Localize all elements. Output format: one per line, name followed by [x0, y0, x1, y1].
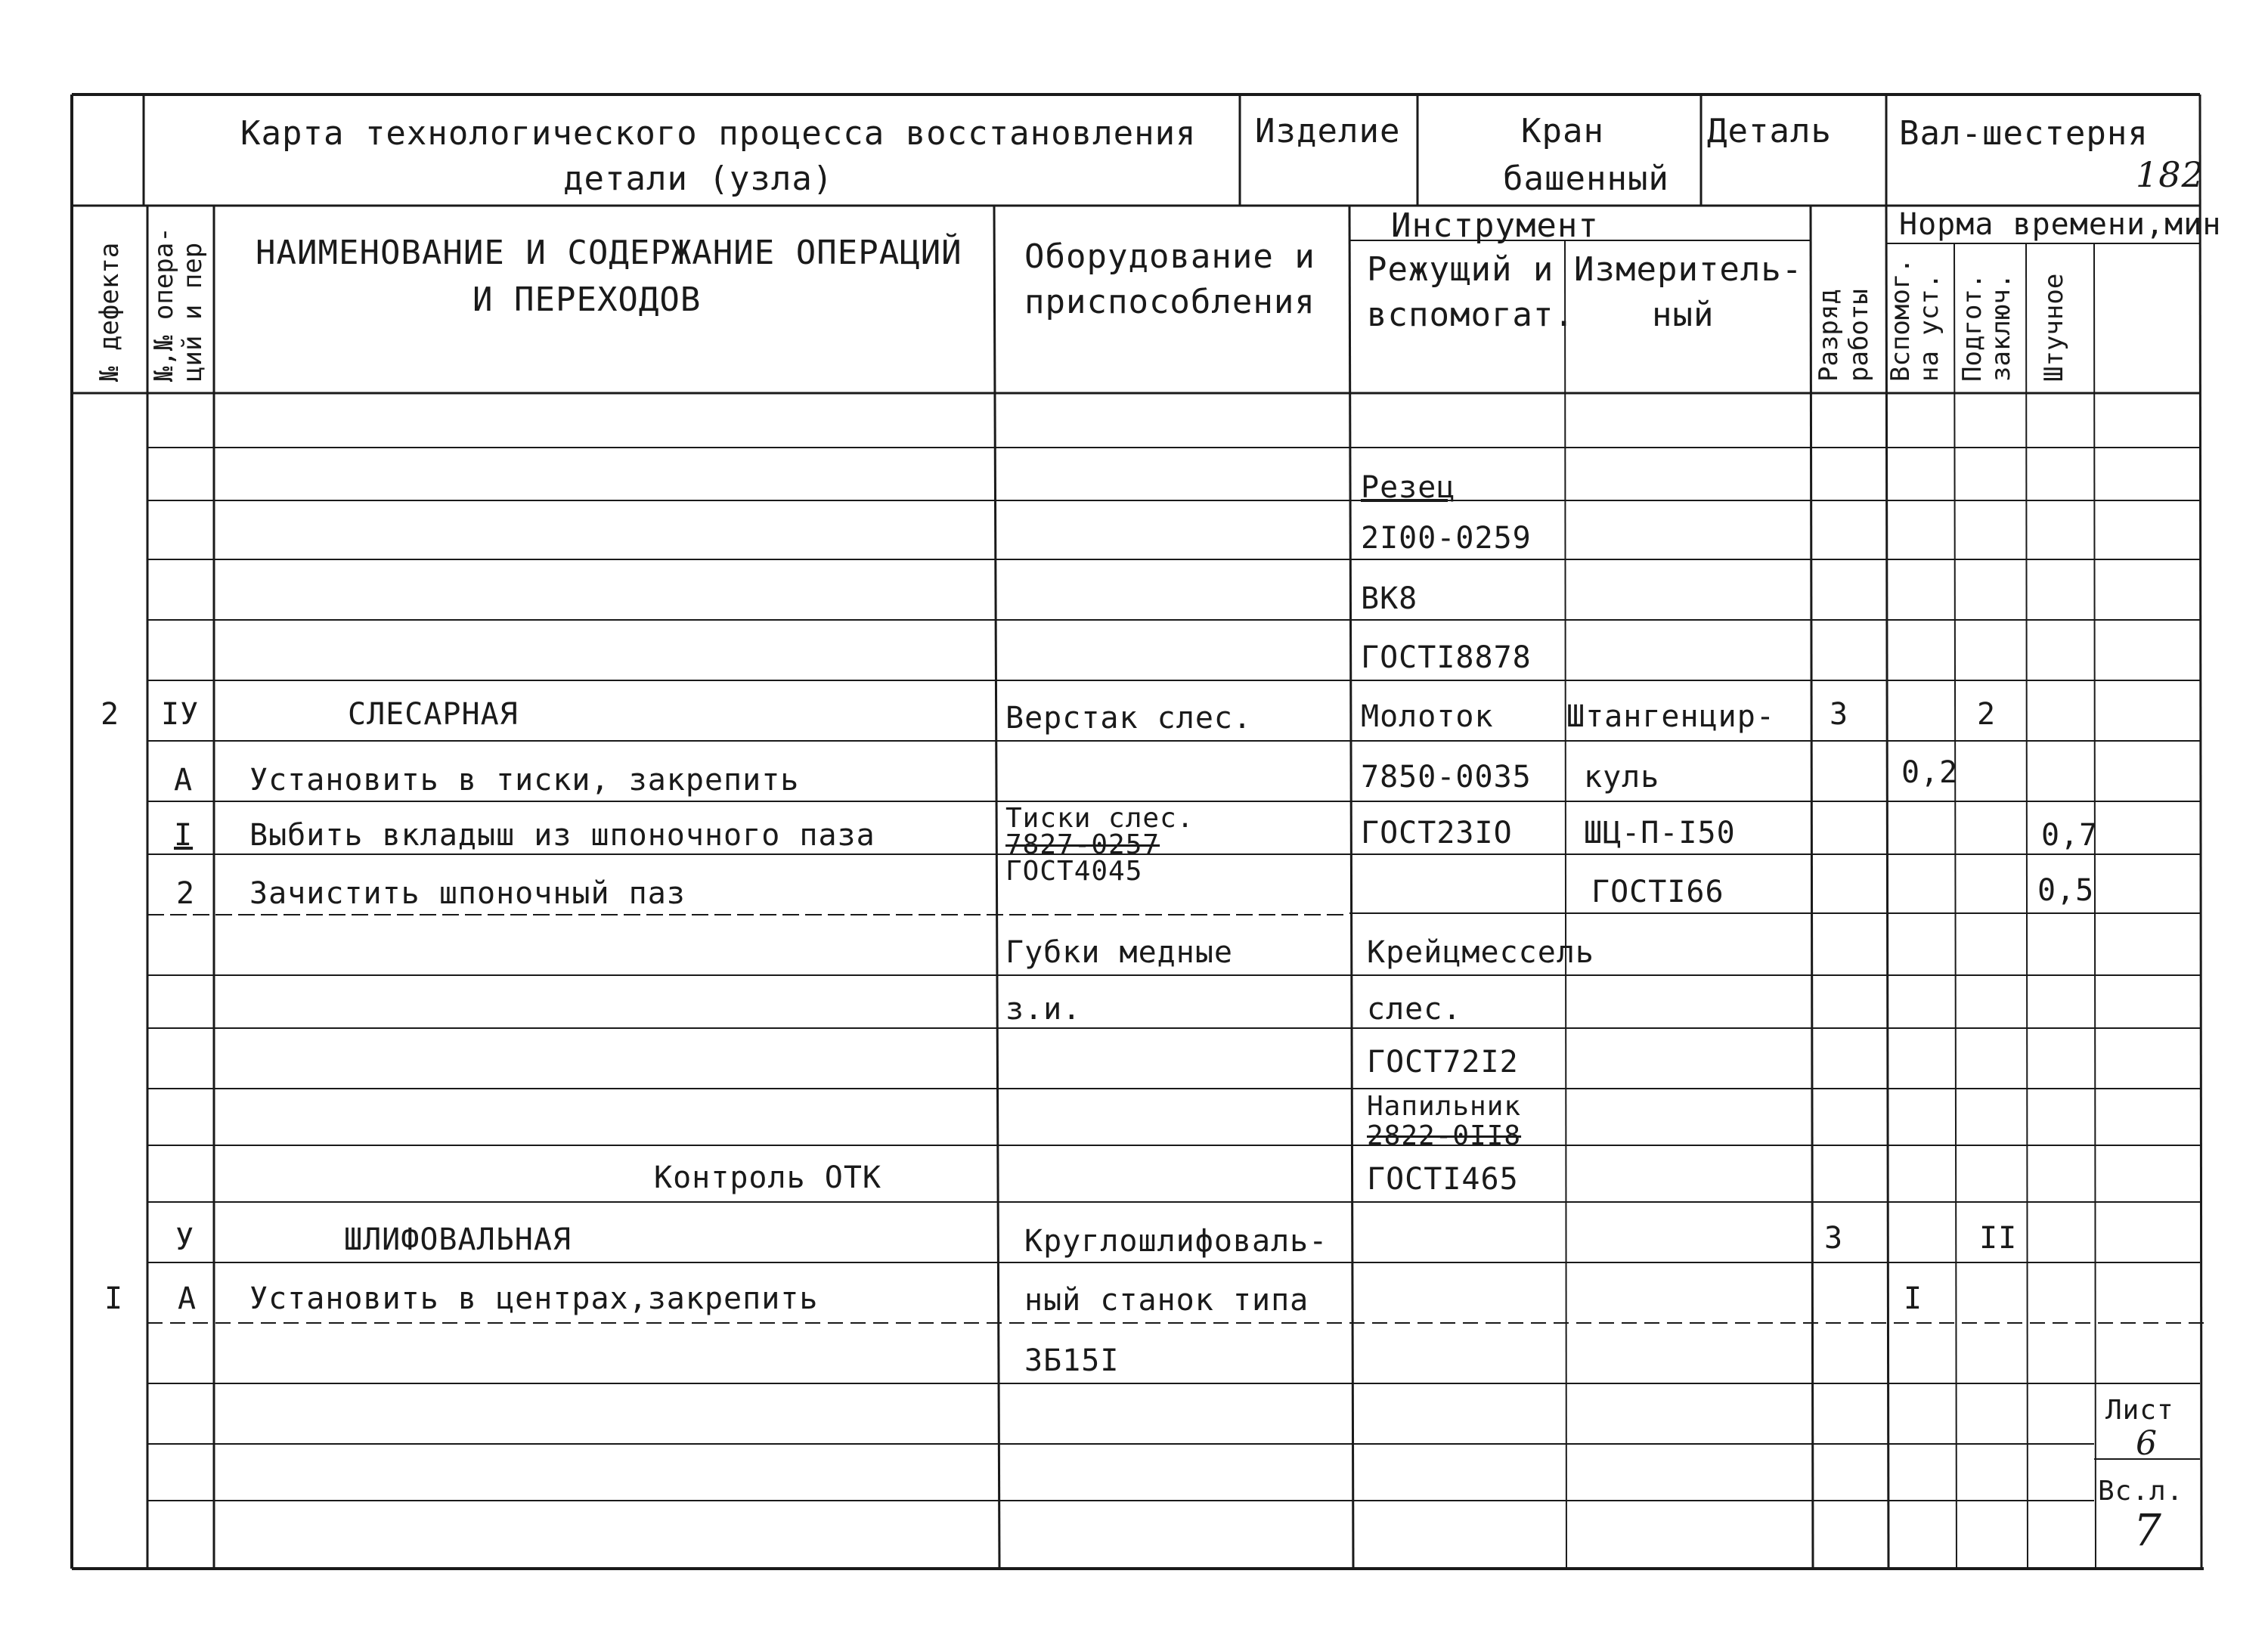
cutting-tool: Крейцмессель	[1367, 935, 1594, 970]
measuring-tool: ШЦ-П-I50	[1584, 816, 1736, 850]
step-number: I	[174, 818, 194, 853]
step-text: Выбить вкладыш из шпоночного паза	[249, 818, 875, 853]
col-measuring-tool-2: ный	[1652, 296, 1715, 334]
time-aux: I	[1904, 1281, 1923, 1316]
operation-name: СЛЕСАРНАЯ	[348, 697, 519, 732]
defect-number: I	[104, 1281, 124, 1316]
product-value: Кран	[1521, 112, 1604, 150]
operation-number: У	[175, 1222, 195, 1257]
quality-control: Контроль ОТК	[654, 1160, 881, 1195]
cutting-tool: Напильник	[1367, 1091, 1522, 1122]
equipment: Губки медные	[1005, 935, 1233, 970]
tool-cutter: Резец	[1361, 470, 1456, 505]
col-work-grade-2: работы	[1844, 289, 1874, 382]
step-text: Установить в тиски, закрепить	[249, 763, 800, 798]
equipment: Тиски слес.	[1005, 803, 1194, 834]
tool-cutter-code: 2I00-0259	[1361, 521, 1532, 556]
col-work-grade: Разряд	[1814, 289, 1844, 382]
product-label: Изделие	[1255, 112, 1401, 150]
measuring-tool: куль	[1584, 760, 1660, 795]
total-sheets-label: Вс.л.	[2098, 1476, 2184, 1507]
step-number: А	[178, 1281, 197, 1316]
cutting-tool-gost: ГОСТ72I2	[1367, 1045, 1519, 1080]
defect-number: 2	[101, 697, 120, 732]
equipment-code: 7827-0257	[1005, 829, 1160, 860]
equipment: Круглошлифоваль-	[1024, 1224, 1328, 1259]
cutting-tool-note: слес.	[1367, 992, 1462, 1027]
cutting-tool-code: 2822-0II8	[1367, 1120, 1522, 1151]
time-prep: II	[1979, 1221, 2018, 1256]
col-time-norm: Норма времени,мин	[1899, 207, 2222, 242]
col-op-no: №,№ опера-	[149, 227, 179, 382]
col-equipment: Оборудование и	[1024, 237, 1315, 276]
col-time-aux-2: на уст.	[1914, 273, 1944, 382]
equipment-note: з.и.	[1005, 992, 1082, 1027]
cutting-tool: Молоток	[1361, 699, 1494, 734]
step-number: А	[174, 763, 194, 798]
step-text: Зачистить шпоночный паз	[249, 876, 686, 911]
col-time-aux: Вспомог.	[1885, 258, 1916, 382]
tool-cutter-alloy: ВК8	[1361, 581, 1418, 616]
tool-cutter-gost: ГОСТI8878	[1361, 640, 1532, 675]
sheet-number: 6	[2136, 1424, 2158, 1463]
sheet-label: Лист	[2105, 1395, 2174, 1426]
col-op-no-2: ций и пер	[178, 242, 208, 382]
work-grade: 3	[1830, 697, 1849, 732]
col-time-prep: Подгот.	[1957, 273, 1988, 382]
col-equipment-2: приспособления	[1024, 283, 1315, 321]
operation-name: ШЛИФОВАЛЬНАЯ	[344, 1222, 572, 1257]
card-title: Карта технологического процесса восстановления	[240, 114, 1197, 153]
part-label: Деталь	[1707, 112, 1832, 150]
col-operation-name-2: И ПЕРЕХОДОВ	[472, 280, 702, 319]
col-defect-no: № дефекта	[94, 242, 125, 382]
col-cutting-tool: Режущий и	[1367, 250, 1554, 289]
time-prep: 2	[1977, 697, 1997, 732]
work-grade: 3	[1824, 1221, 1844, 1256]
col-time-piece: Штучное	[2039, 273, 2069, 382]
total-sheets: 7	[2133, 1504, 2162, 1556]
step-text: Установить в центрах,закрепить	[249, 1281, 819, 1316]
col-time-prep-2: заключ.	[1986, 273, 2016, 382]
cutting-tool: ГОСТ23IO	[1361, 816, 1513, 850]
col-cutting-tool-2: вспомогат.	[1367, 296, 1575, 334]
step-number: 2	[176, 876, 196, 911]
time-piece: 0,7	[2041, 818, 2099, 853]
equipment-gost: ГОСТ4045	[1005, 856, 1143, 887]
card-title-sub: детали (узла)	[563, 160, 834, 198]
cutting-tool: 7850-0035	[1361, 760, 1532, 795]
equipment: ный станок типа	[1024, 1283, 1309, 1318]
operation-number: IУ	[161, 697, 200, 732]
col-measuring-tool: Измеритель-	[1574, 250, 1803, 289]
time-aux: 0,2	[1901, 755, 1959, 790]
part-value: Вал-шестерня	[1899, 114, 2149, 153]
col-operation-name: НАИМЕНОВАНИЕ И СОДЕРЖАНИЕ ОПЕРАЦИЙ	[256, 234, 962, 272]
product-value-2: башенный	[1503, 160, 1669, 198]
measuring-tool: ГОСТI66	[1591, 875, 1724, 909]
equipment: Верстак слес.	[1005, 701, 1253, 736]
cutting-tool-gost: ГОСТI465	[1367, 1162, 1519, 1197]
measuring-tool: Штангенцир-	[1566, 699, 1775, 734]
time-piece: 0,5	[2037, 873, 2095, 908]
equipment-model: 3Б15I	[1024, 1343, 1120, 1378]
col-tool-group: Инструмент	[1391, 206, 1599, 245]
page-code: 182	[2136, 154, 2204, 195]
